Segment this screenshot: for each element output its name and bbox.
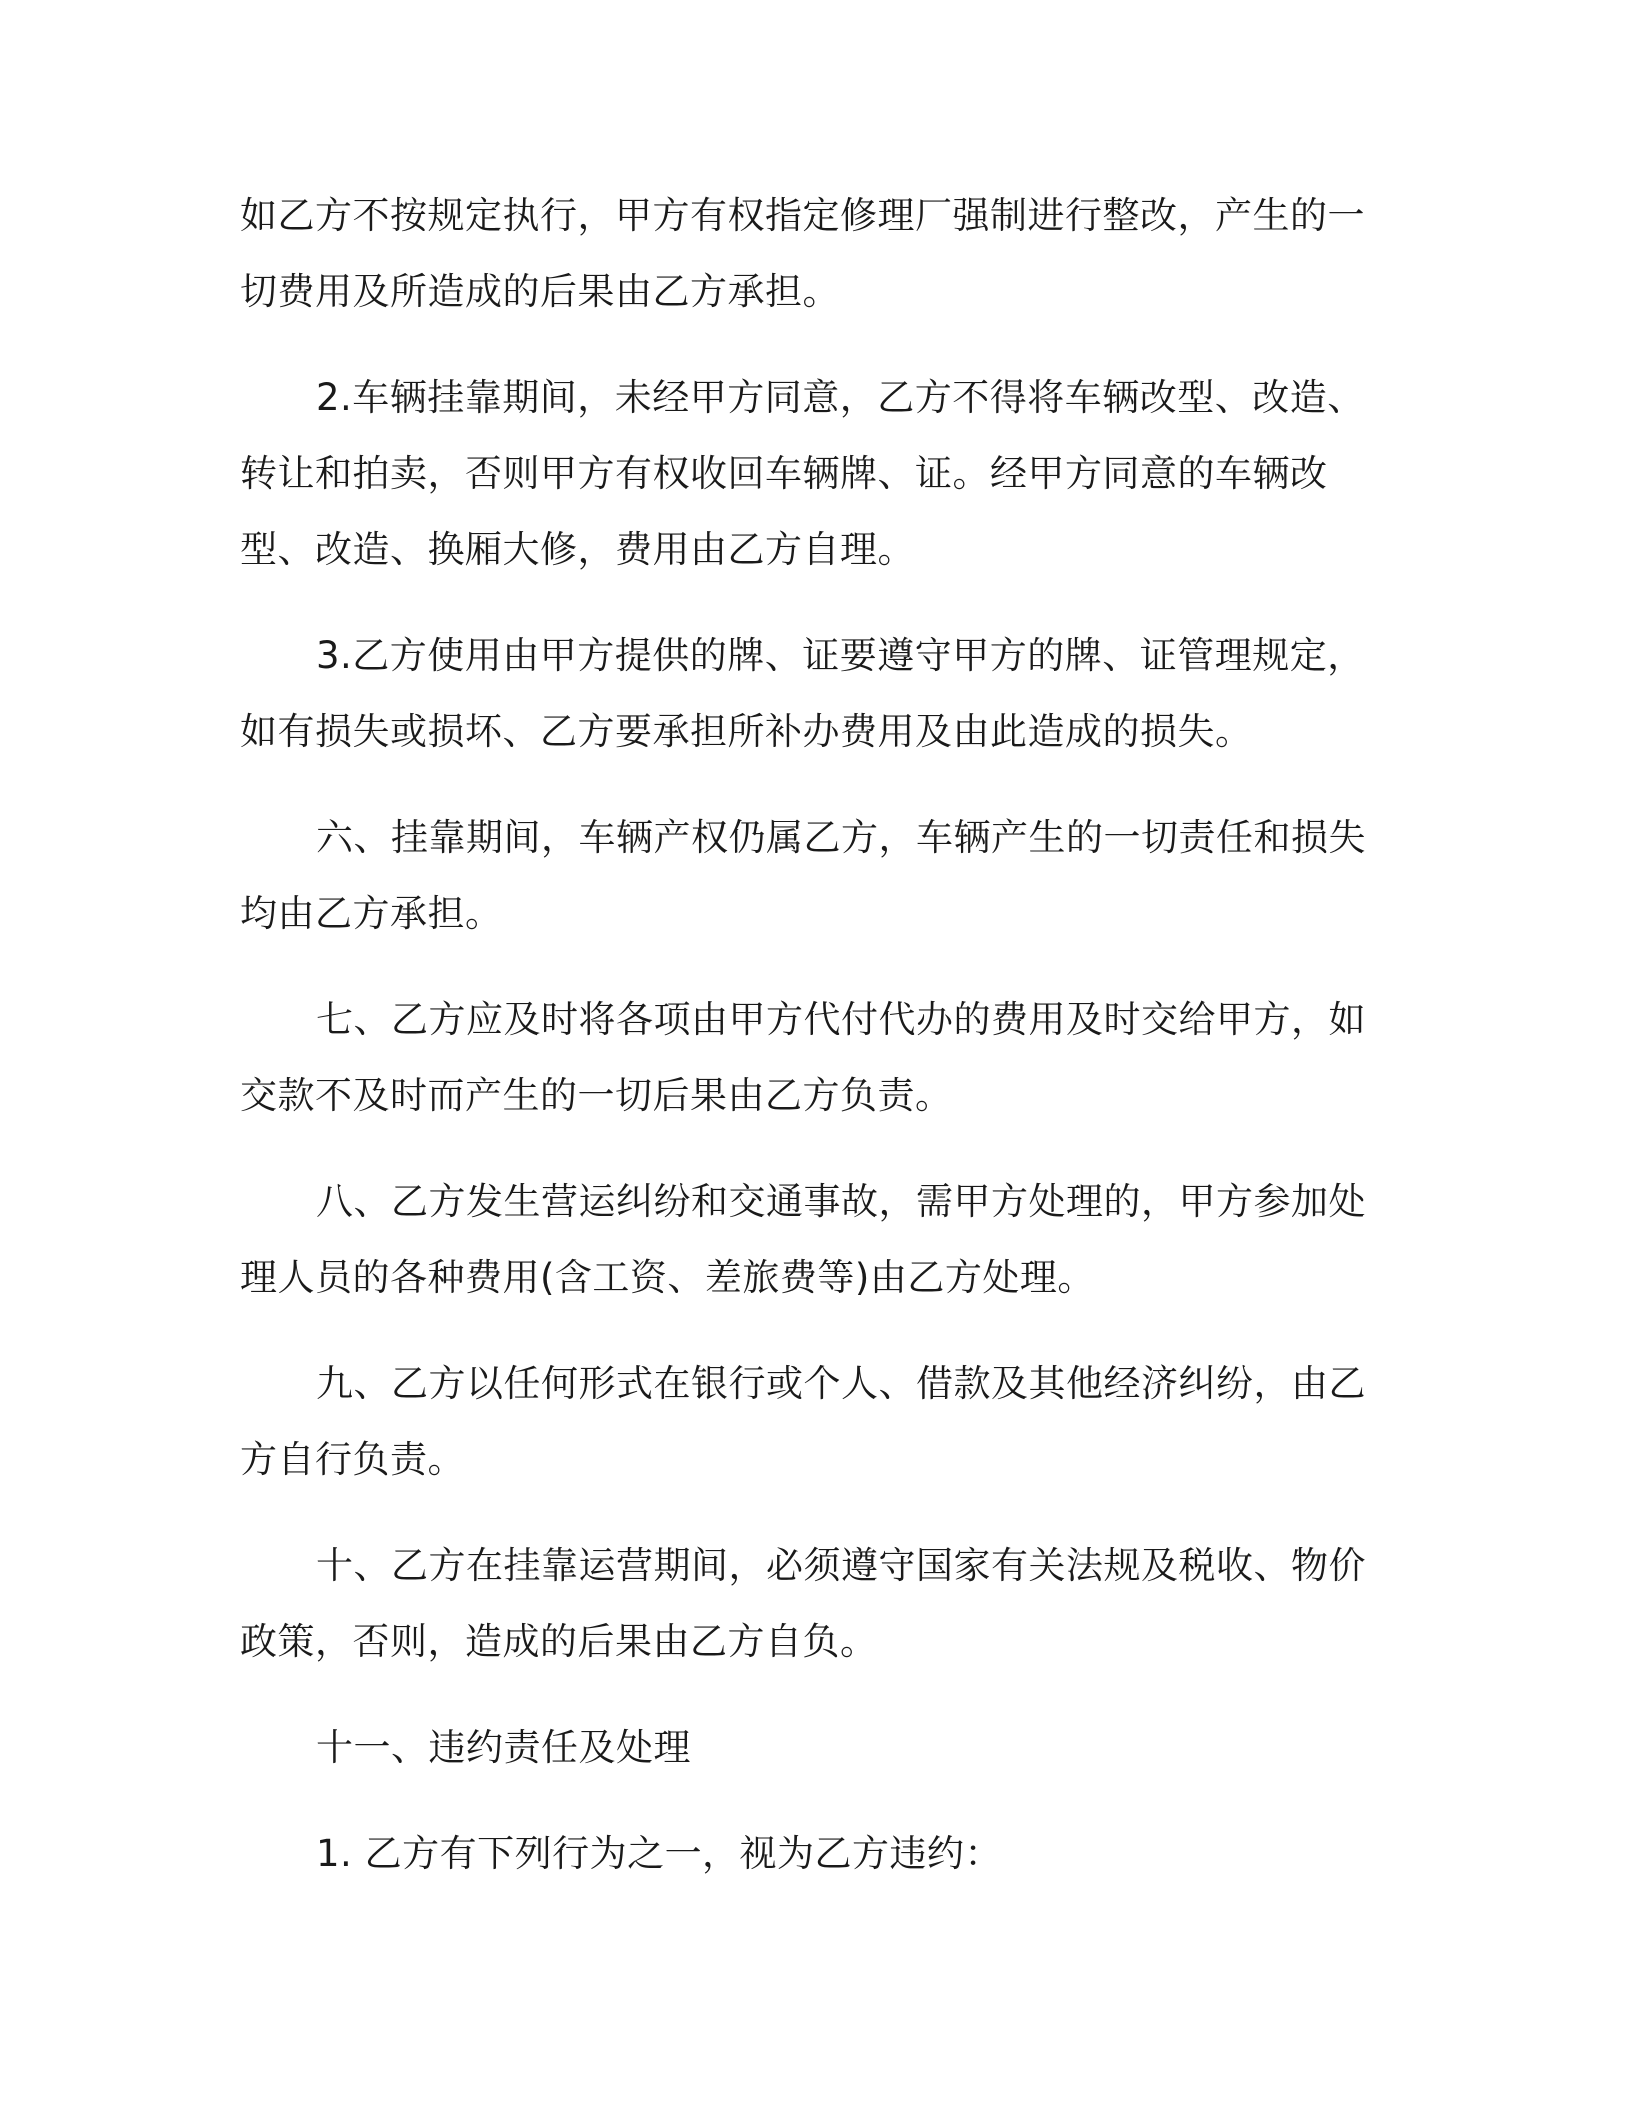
- paragraph-breach-item-1: 1. 乙方有下列行为之一，视为乙方违约：: [316, 1832, 1003, 1875]
- paragraph-clause-2: 2.车辆挂靠期间，未经甲方同意，乙方不得将车辆改型、改造、转让和拍卖，否则甲方有权收回车辆牌、证。经甲方同意的车辆改型、改造、换厢大修，费用由乙方自理。: [240, 376, 1365, 571]
- paragraph-section-7: 七、乙方应及时将各项由甲方代付代办的费用及时交给甲方，如交款不及时而产生的一切后果由乙方负责。: [240, 998, 1366, 1117]
- section-heading-11: 十一、违约责任及处理: [316, 1726, 691, 1769]
- paragraph-continuation: 如乙方不按规定执行，甲方有权指定修理厂强制进行整改，产生的一切费用及所造成的后果由乙方承担。: [240, 194, 1365, 313]
- paragraph-section-10: 十、乙方在挂靠运营期间，必须遵守国家有关法规及税收、物价政策，否则，造成的后果由乙方自负。: [240, 1544, 1366, 1663]
- paragraph-section-8: 八、乙方发生营运纠纷和交通事故，需甲方处理的，甲方参加处理人员的各种费用(含工资、差旅费等)由乙方处理。: [240, 1180, 1366, 1299]
- paragraph-clause-3: 3.乙方使用由甲方提供的牌、证要遵守甲方的牌、证管理规定，如有损失或损坏、乙方要承担所补办费用及由此造成的损失。: [240, 634, 1365, 753]
- paragraph-section-9: 九、乙方以任何形式在银行或个人、借款及其他经济纠纷，由乙方自行负责。: [240, 1362, 1366, 1481]
- document-body: [240, 178, 1382, 1922]
- paragraph-section-6: 六、挂靠期间，车辆产权仍属乙方，车辆产生的一切责任和损失均由乙方承担。: [240, 816, 1366, 935]
